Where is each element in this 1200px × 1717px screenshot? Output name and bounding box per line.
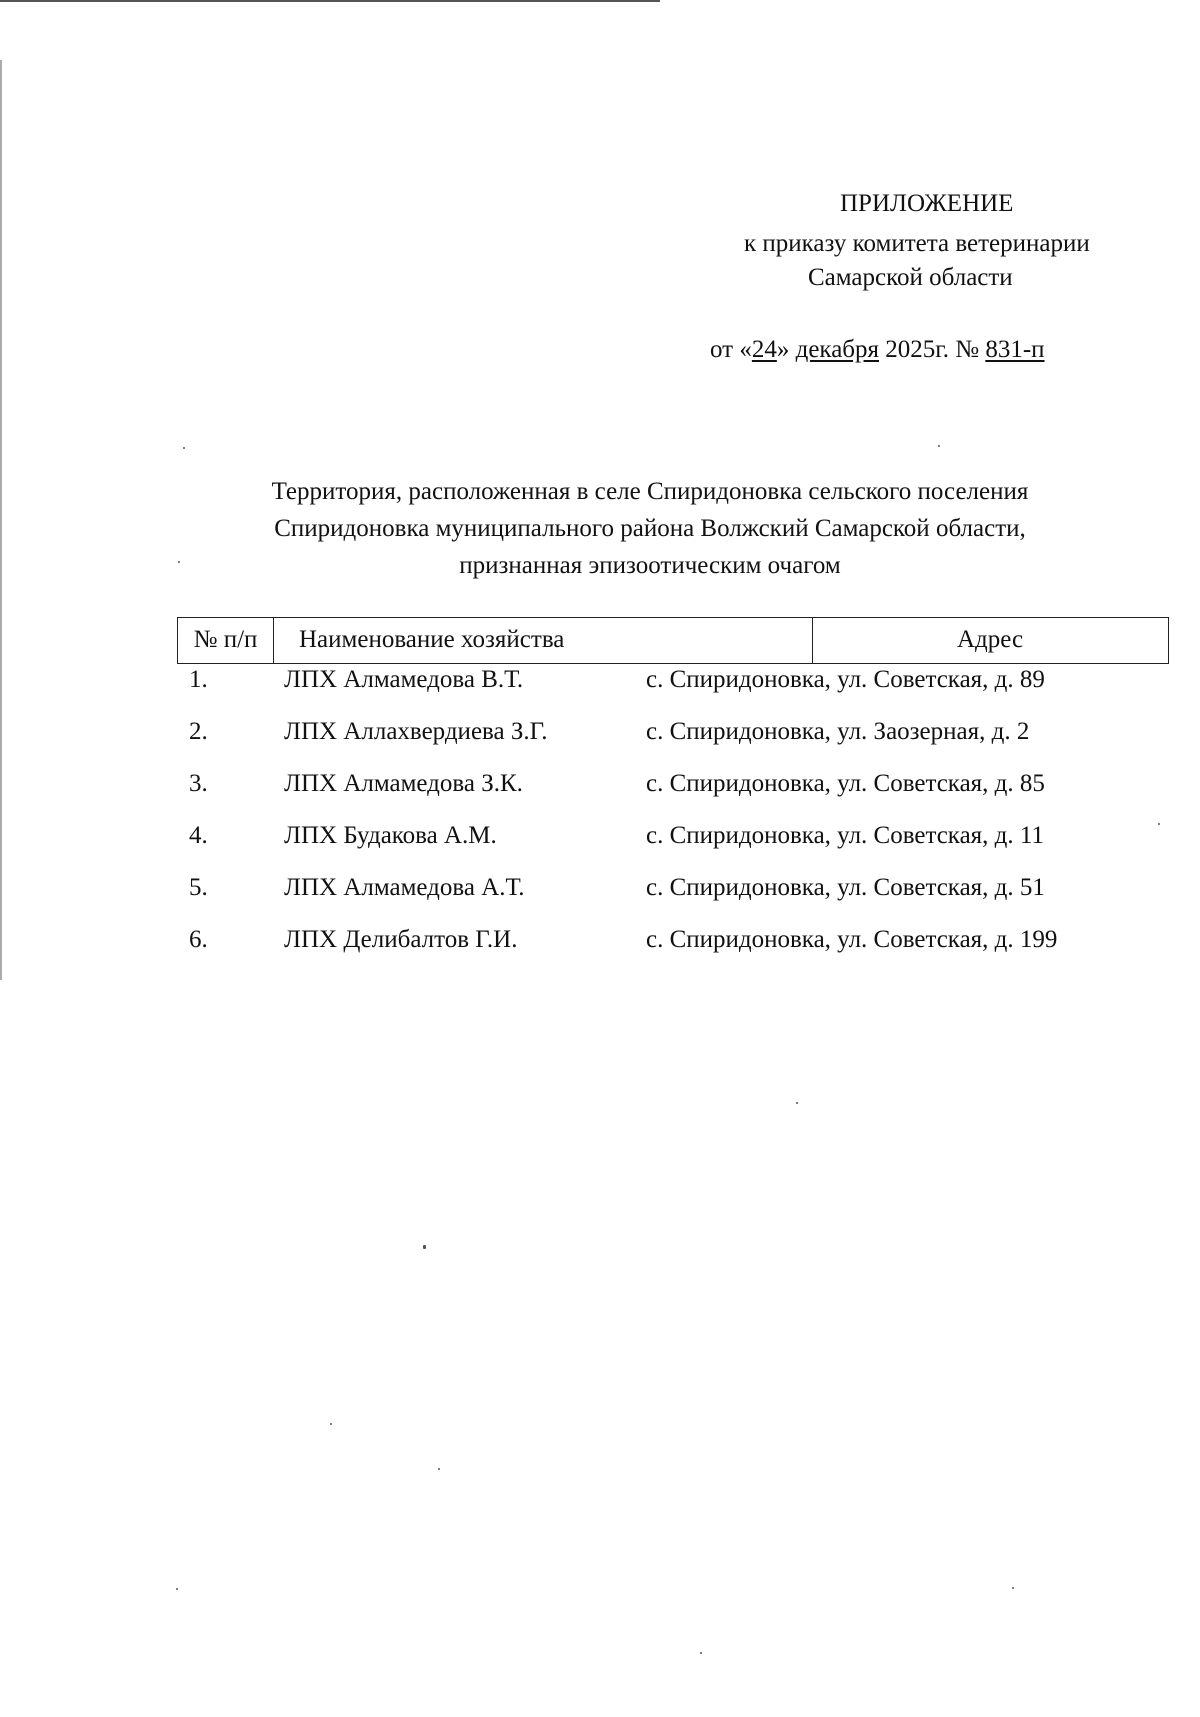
scan-speck <box>438 1468 440 1470</box>
row-farm-name: ЛПХ Аллахвердиева З.Г. <box>284 718 548 745</box>
header-farm-name: Наименование хозяйства <box>273 617 813 664</box>
row-address: с. Спиридоновка, ул. Советская, д. 11 <box>646 822 1044 849</box>
order-reference <box>710 336 1045 364</box>
scan-speck <box>183 447 185 449</box>
table-row <box>177 770 1169 822</box>
scan-speck <box>176 1588 178 1590</box>
appendix-title: ПРИЛОЖЕНИЕ <box>840 190 1014 217</box>
header-address: Адрес <box>812 617 1169 664</box>
row-number: 5. <box>189 874 208 901</box>
scan-speck <box>700 1652 702 1654</box>
row-address: с. Спиридоновка, ул. Советская, д. 89 <box>646 666 1045 693</box>
row-address: с. Спиридоновка, ул. Советская, д. 85 <box>646 770 1045 797</box>
row-address: с. Спиридоновка, ул. Советская, д. 51 <box>646 874 1045 901</box>
row-number: 2. <box>189 718 208 745</box>
scan-speck <box>423 1245 426 1249</box>
title-line3: признанная эпизоотическим очагом <box>459 552 841 579</box>
scan-edge-top <box>0 0 660 5</box>
row-number: 4. <box>189 822 208 849</box>
row-farm-name: ЛПХ Алмамедова А.Т. <box>284 874 525 901</box>
row-farm-name: ЛПХ Алмамедова З.К. <box>284 770 523 797</box>
row-farm-name: ЛПХ Будакова А.М. <box>284 822 497 849</box>
order-month: декабря <box>795 336 880 363</box>
row-number: 6. <box>189 926 208 953</box>
table-header <box>177 617 1169 666</box>
title-line1: Территория, расположенная в селе Спиридоновка сельского поселения <box>271 478 1029 505</box>
title-line2: Спиридоновка муниципального района Волжский Самарской области, <box>274 515 1026 542</box>
row-address: с. Спиридоновка, ул. Заозерная, д. 2 <box>646 718 1030 745</box>
farms-table <box>177 617 1169 978</box>
table-row <box>177 718 1169 770</box>
appendix-subtitle-line1: к приказу комитета ветеринарии <box>744 230 1090 257</box>
scan-edge-left <box>0 60 2 980</box>
row-number: 3. <box>189 770 208 797</box>
order-number: 831-п <box>985 336 1045 363</box>
document-title <box>150 473 1150 584</box>
order-mid: » <box>776 336 796 363</box>
order-year: 2025г. № <box>879 336 986 363</box>
scan-speck <box>330 1423 332 1425</box>
row-number: 1. <box>189 666 208 693</box>
order-prefix: от « <box>710 336 752 363</box>
scan-speck <box>796 1102 798 1104</box>
order-day: 24 <box>751 336 777 363</box>
row-address: с. Спиридоновка, ул. Советская, д. 199 <box>646 926 1058 953</box>
table-row <box>177 926 1169 978</box>
row-farm-name: ЛПХ Алмамедова В.Т. <box>284 666 524 693</box>
appendix-subtitle-line2: Самарской области <box>808 264 1013 291</box>
row-farm-name: ЛПХ Делибалтов Г.И. <box>284 926 518 953</box>
table-row <box>177 666 1169 718</box>
header-number: № п/п <box>177 617 274 664</box>
scan-speck <box>1012 1587 1014 1589</box>
table-row <box>177 822 1169 874</box>
table-row <box>177 874 1169 926</box>
scan-speck <box>938 445 940 447</box>
